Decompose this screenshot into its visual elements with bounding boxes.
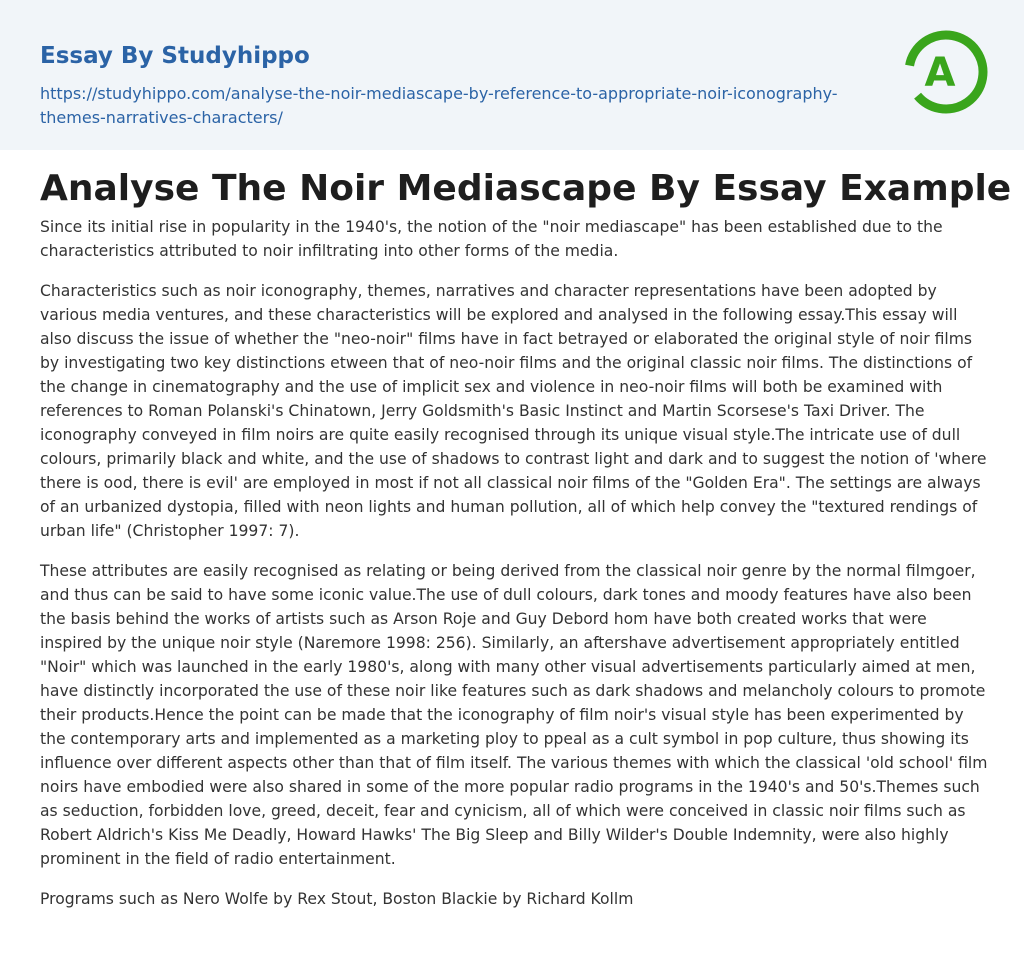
essay-paragraph: These attributes are easily recognised as relating or being derived from the classical noir genre by the normal filmgoer, and thus can be said to have some iconic value.The use of dull colours, dark tones and moody features have also been the basis behind the works of artists such as Arson Roje and Guy Debord hom have both created works that were inspired by the unique noir style (Naremore 1998: 256). Similarly, an aftershave advertisement appropriately entitled "Noir" which was launched in the early 1980's, along with many other visual advertisements particularly aimed at men, have distinctly incorporated the use of these noir like features such as dark shadows and melancholy colours to promote their products.Hence the point can be made that the iconography of film noir's visual style has been experimented by the contemporary arts and implemented as a marketing ploy to ppeal as a cult symbol in pop culture, thus showing its influence over different aspects other than that of film itself. The various themes with which the classical 'old school' film noirs have embodied were also shared in some of the more popular radio programs in the 1940's and 50's.Themes such as seduction, forbidden love, greed, deceit, fear and cynicism, all of which were conceived in classic noir films such as Robert Aldrich's Kiss Me Deadly, Howard Hawks' The Big Sleep and Billy Wilder's Double Indemnity, were also highly prominent in the field of radio entertainment. bbox=[40, 562, 988, 868]
page-title: Analyse The Noir Mediascape By Essay Example bbox=[40, 168, 1012, 209]
studyhippo-logo-icon[interactable] bbox=[904, 28, 988, 116]
essay-paragraph: Programs such as Nero Wolfe by Rex Stout, Boston Blackie by Richard Kollm bbox=[40, 890, 634, 908]
logo-letter: A bbox=[924, 50, 956, 96]
site-header bbox=[0, 0, 1024, 150]
page-url-link[interactable]: https://studyhippo.com/analyse-the-noir-mediascape-by-reference-to-appropriate-noir-iconography-themes-narratives-characters/ bbox=[40, 84, 838, 127]
site-brand[interactable]: Essay By Studyhippo bbox=[40, 43, 310, 69]
essay-paragraph: Characteristics such as noir iconography, themes, narratives and character representations have been adopted by various media ventures, and these characteristics will be explored and analysed in the following essay.This essay will also discuss the issue of whether the "neo-noir" films have in fact betrayed or elaborated the original style of noir films by investigating two key distinctions etween that of neo-noir films and the original classic noir films. The distinctions of the change in cinematography and the use of implicit sex and violence in neo-noir films will both be examined with references to Roman Polanski's Chinatown, Jerry Goldsmith's Basic Instinct and Martin Scorsese's Taxi Driver. The iconography conveyed in film noirs are quite easily recognised through its unique visual style.The intricate use of dull colours, primarily black and white, and the use of shadows to contrast light and dark and to suggest the notion of 'where there is ood, there is evil' are employed in most if not all classical noir films of the "Golden Era". The settings are always of an urbanized dystopia, filled with neon lights and human pollution, all of which help convey the "textured rendings of urban life" (Christopher 1997: 7). bbox=[40, 282, 987, 540]
essay-body bbox=[40, 215, 988, 927]
essay-paragraph: Since its initial rise in popularity in the 1940's, the notion of the "noir mediascape" has been established due to the characteristics attributed to noir infiltrating into other forms of the media. bbox=[40, 218, 943, 260]
